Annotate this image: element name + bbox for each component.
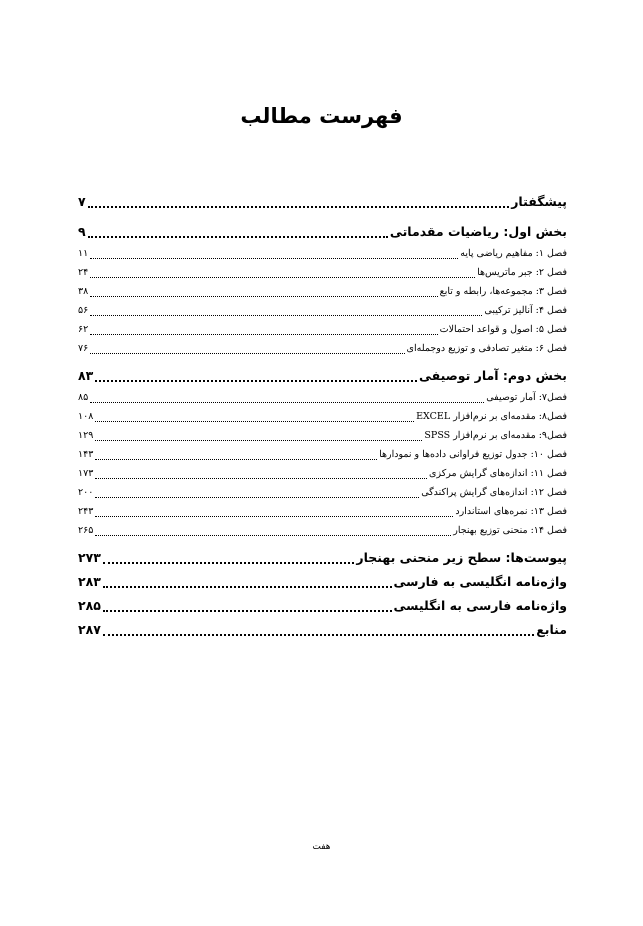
toc-entry (78, 546, 567, 570)
toc-entry-label: واژه‌نامه فارسی به انگلیسی (393, 598, 567, 613)
toc-entry-label: فصل ۲: جبر ماتریس‌ها (477, 267, 567, 278)
toc-entry-page-number: ۲۸۵ (78, 598, 101, 613)
toc-entry (78, 220, 567, 244)
toc-entry (78, 445, 567, 464)
dot-leader (90, 315, 482, 316)
toc-entry-page-number: ۹ (78, 224, 86, 239)
toc-entry (78, 521, 567, 540)
toc-entry-label: فصل ۱۳: نمره‌های استاندارد (455, 506, 567, 517)
toc-entry (78, 407, 567, 426)
toc-entry-page-number: ۲۴ (78, 267, 89, 278)
toc-entry-page-number: ۲۷۳ (78, 550, 101, 565)
dot-leader (95, 459, 377, 460)
dot-leader (95, 440, 422, 441)
toc-entry (78, 464, 567, 483)
dot-leader (95, 478, 427, 479)
toc-entry-label: فصل۹: مقدمه‌ای بر نرم‌افزار SPSS (424, 430, 567, 441)
dot-leader (90, 296, 437, 297)
toc-entry-label: فصل ۱۰: جدول توزیع فراوانی داده‌ها و نمودارها (379, 449, 567, 460)
page-number-footer: هفت (312, 842, 331, 852)
dot-leader (90, 258, 458, 259)
toc-entry-label: فصل ۱۲: اندازه‌های گرایش پراکندگی (421, 487, 567, 498)
dot-leader (103, 586, 392, 588)
toc-entry-page-number: ۱۴۳ (78, 449, 94, 460)
dot-leader (90, 334, 437, 335)
toc-entry-label: بخش اول: ریاضیات مقدماتی (389, 224, 567, 239)
toc-entry-page-number: ۷ (78, 194, 86, 209)
dot-leader (103, 610, 392, 612)
toc-entry (78, 282, 567, 301)
toc-entry (78, 483, 567, 502)
toc-entry-page-number: ۲۶۵ (78, 525, 94, 536)
dot-leader (90, 277, 475, 278)
toc-entry (78, 263, 567, 282)
toc-entry (78, 388, 567, 407)
toc-entry-label: بخش دوم: آمار توصیفی (418, 368, 567, 383)
toc-entry (78, 244, 567, 263)
toc-entry-label: فصل ۱: مفاهیم ریاضی پایه (460, 248, 567, 259)
toc-entry-page-number: ۲۰۰ (78, 487, 94, 498)
dot-leader (88, 236, 388, 238)
toc-entry-page-number: ۲۴۳ (78, 506, 94, 517)
toc-entry (78, 618, 567, 642)
toc-entry-page-number: ۲۸۷ (78, 622, 101, 637)
toc-entry (78, 301, 567, 320)
toc-entry-page-number: ۲۸۳ (78, 574, 101, 589)
toc-entry-page-number: ۶۲ (78, 324, 89, 335)
page-title: فهرست مطالب (240, 104, 403, 128)
toc-entry-page-number: ۱۷۳ (78, 468, 94, 479)
dot-leader (95, 497, 419, 498)
dot-leader (90, 402, 484, 403)
toc-entry-label: پیوست‌ها: سطح زیر منحنی بهنجار (356, 550, 567, 565)
toc-entry (78, 190, 567, 214)
toc-entry-page-number: ۳۸ (78, 286, 89, 297)
toc-entry-label: فصل ۳: مجموعه‌ها، رابطه و تابع (439, 286, 567, 297)
toc-entry-label: فصل ۶: متغیر تصادفی و توزیع دوجمله‌ای (406, 343, 567, 354)
toc-entry-label: فصل ۱۱: اندازه‌های گرایش مرکزی (429, 468, 567, 479)
toc-entry-label: واژه‌نامه انگلیسی به فارسی (393, 574, 567, 589)
toc-entry-page-number: ۸۳ (78, 368, 94, 383)
dot-leader (103, 634, 534, 636)
toc-entry (78, 364, 567, 388)
toc-entry-label: فصل۸: مقدمه‌ای بر نرم‌افزار EXCEL (416, 411, 567, 422)
dot-leader (95, 421, 414, 422)
toc-entry-page-number: ۱۰۸ (78, 411, 94, 422)
dot-leader (95, 535, 451, 536)
table-of-contents (78, 190, 567, 642)
toc-entry-page-number: ۷۶ (78, 343, 89, 354)
toc-entry-page-number: ۸۵ (78, 392, 89, 403)
dot-leader (95, 380, 417, 382)
toc-entry (78, 339, 567, 358)
toc-entry (78, 426, 567, 445)
toc-entry-page-number: ۵۶ (78, 305, 89, 316)
dot-leader (90, 353, 404, 354)
dot-leader (88, 206, 510, 208)
toc-entry-label: فصل ۴: آنالیز ترکیبی (484, 305, 567, 316)
toc-entry-label: فصل ۱۴: منحنی توزیع بهنجار (453, 525, 567, 536)
toc-entry-page-number: ۱۲۹ (78, 430, 94, 441)
toc-entry-label: پیشگفتار (511, 194, 567, 209)
dot-leader (95, 516, 453, 517)
toc-entry-label: فصل ۵: اصول و قواعد احتمالات (439, 324, 567, 335)
toc-entry (78, 320, 567, 339)
dot-leader (103, 562, 354, 564)
toc-entry (78, 502, 567, 521)
toc-entry (78, 594, 567, 618)
toc-entry-page-number: ۱۱ (78, 248, 89, 259)
toc-entry (78, 570, 567, 594)
toc-entry-label: فصل۷: آمار توصیفی (486, 392, 567, 403)
toc-entry-label: منابع (536, 622, 567, 637)
